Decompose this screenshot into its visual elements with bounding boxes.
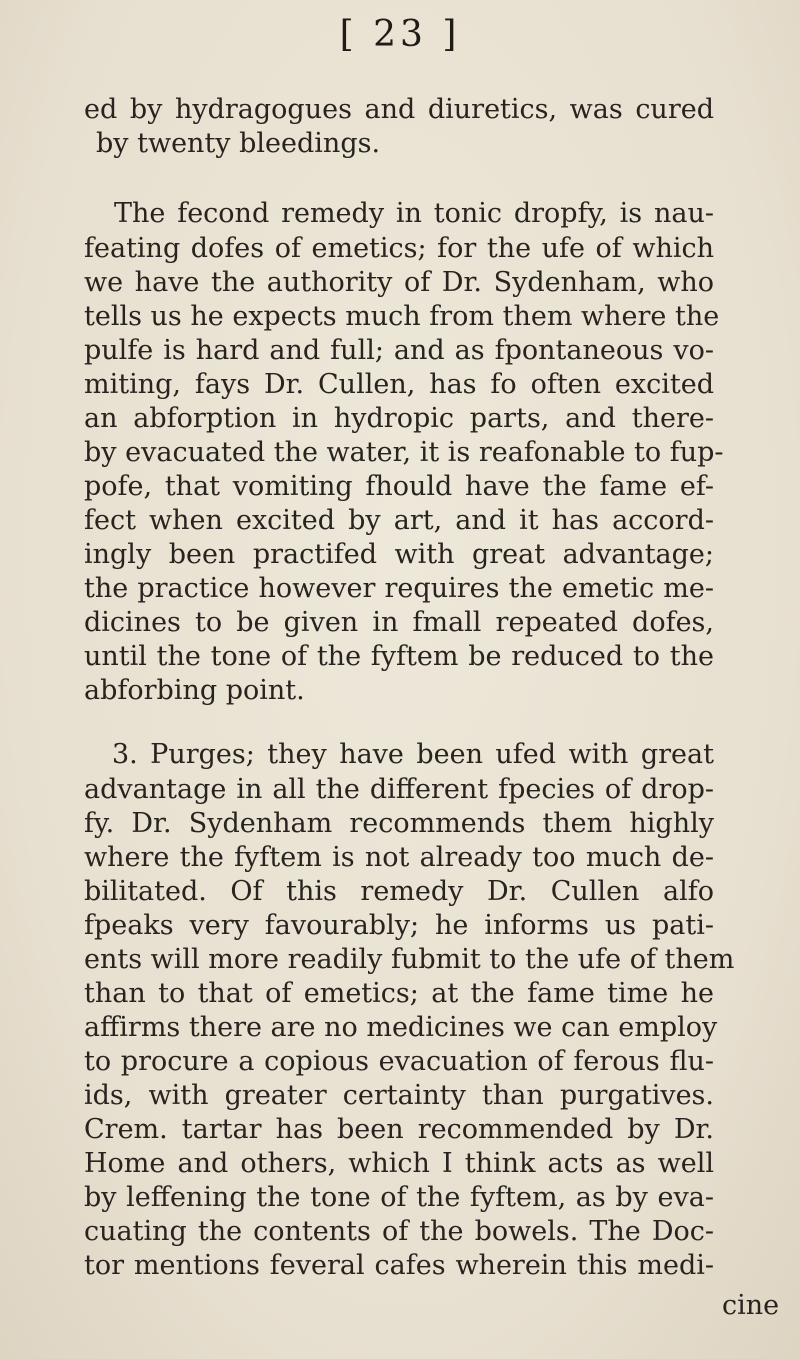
text-line: abforbing point. [84,675,305,706]
text-line: fpeaks very favourably; he informs us pati- [84,910,714,941]
text-line: to procure a copious evacuation of ferous flu- [84,1046,714,1077]
text-line: an abforption in hydropic parts, and there- [84,403,714,434]
text-line: fy. Dr. Sydenham recommends them highly [84,808,714,839]
text-line: ingly been practifed with great advantage; [84,539,714,570]
page-number-header: [ 23 ] [339,14,461,55]
text-line: the practice however requires the emetic me- [84,573,714,604]
text-line: pulfe is hard and full; and as fpontaneous vo- [84,335,714,366]
text-line: ids, with greater certainty than purgatives. [84,1080,714,1111]
text-line: advantage in all the different fpecies of drop- [84,774,714,805]
catchword: cine [722,1290,780,1321]
text-line: pofe, that vomiting fhould have the fame ef- [84,471,714,502]
text-line: where the fyftem is not already too much de- [84,842,714,873]
text-line: miting, fays Dr. Cullen, has fo often excited [84,369,714,400]
text-line: tor mentions feveral cafes wherein this medi- [84,1250,714,1281]
text-line: affirms there are no medicines we can employ [84,1012,718,1043]
text-line: bilitated. Of this remedy Dr. Cullen alfo [84,876,714,907]
text-line: than to that of emetics; at the fame time he [84,978,714,1009]
text-line: by leffening the tone of the fyftem, as by eva- [84,1182,714,1213]
text-line: cuating the contents of the bowels. The Doc- [84,1216,714,1247]
text-line: The fecond remedy in tonic dropfy, is nau- [114,198,714,229]
text-line: by twenty bleedings. [96,128,381,159]
text-line: until the tone of the fyftem be reduced to the [84,641,714,672]
text-line: dicines to be given in fmall repeated dofes, [84,607,714,638]
text-line: feating dofes of emetics; for the ufe of which [84,233,714,264]
text-line: tells us he expects much from them where the [84,301,720,332]
text-line: Crem. tartar has been recommended by Dr. [84,1114,714,1145]
text-line: fect when excited by art, and it has accord- [84,505,714,536]
text-line: ents will more readily fubmit to the ufe of them [84,944,735,975]
text-line: by evacuated the water, it is reafonable to fup- [84,437,724,468]
text-line: Home and others, which I think acts as well [84,1148,714,1179]
text-line: 3. Purges; they have been ufed with great [112,739,714,770]
text-line: ed by hydragogues and diuretics, was cured [84,94,714,125]
text-line: we have the authority of Dr. Sydenham, who [84,267,714,298]
